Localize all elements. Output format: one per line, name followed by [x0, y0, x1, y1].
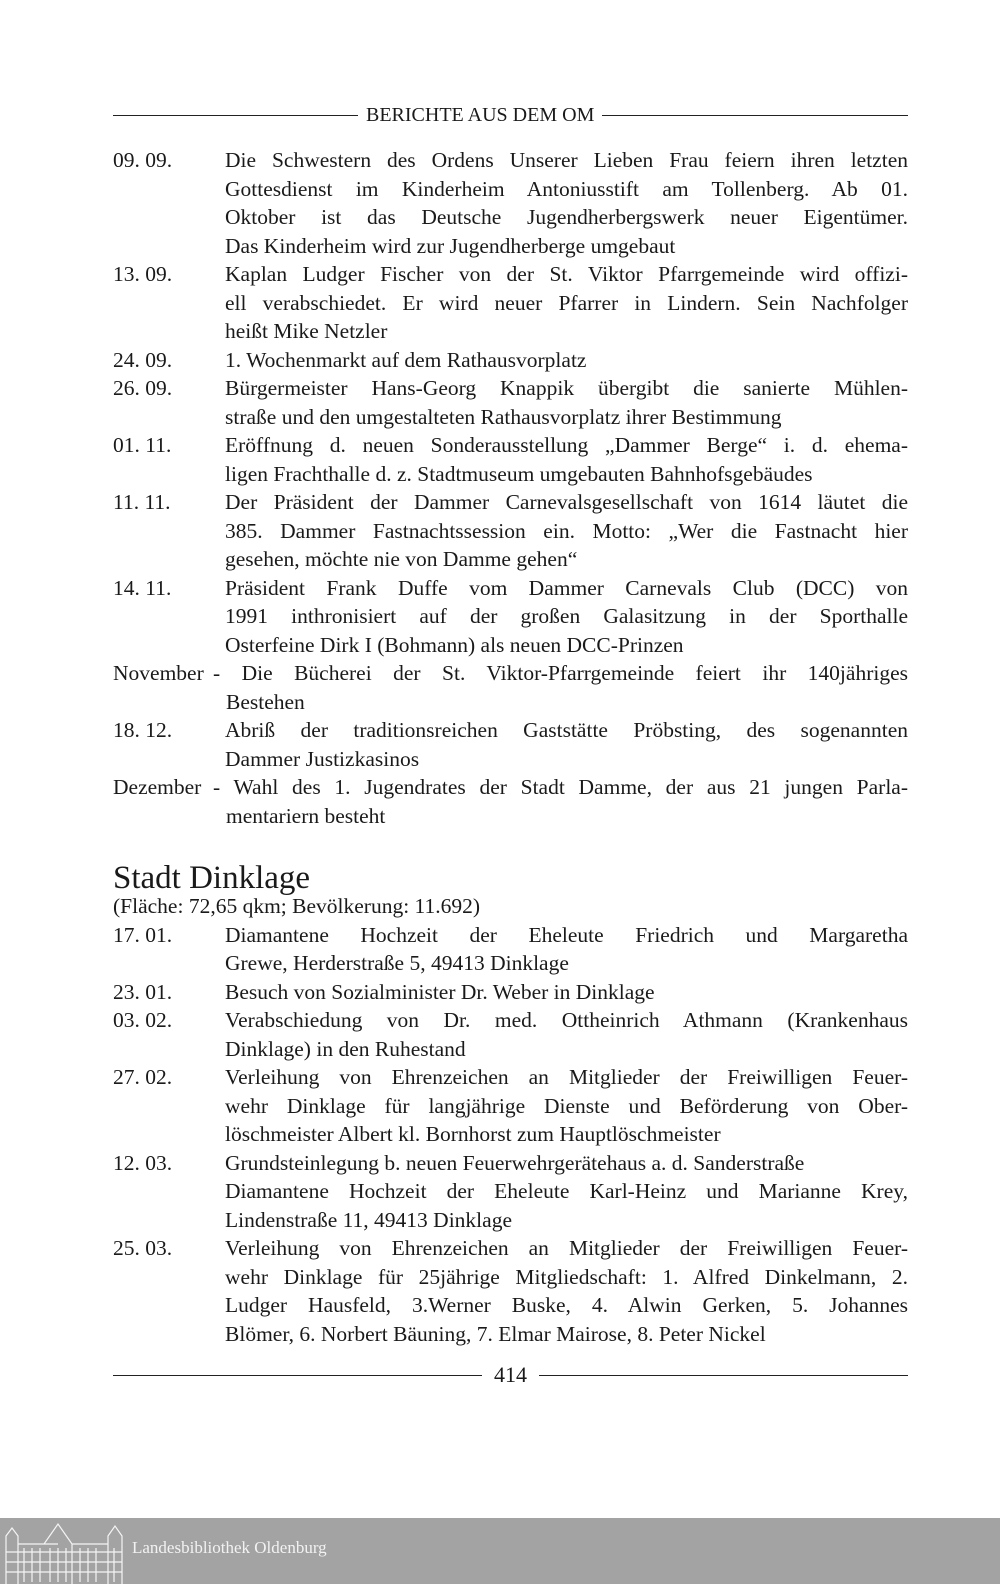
chronicle-entry: [113, 659, 908, 716]
entry-date: [113, 1177, 225, 1234]
entry-date: 26. 09.: [113, 376, 173, 400]
entry-line: straße und den umgestalteten Rathausvorplatz ihrer Bestimmung: [225, 404, 782, 429]
entry-date: 12. 03.: [113, 1150, 173, 1175]
section-title: Stadt Dinklage: [113, 860, 311, 896]
entry-date: 18. 12.: [113, 718, 173, 742]
entry-text: [225, 1149, 908, 1178]
running-head: [113, 104, 908, 127]
entry-date: 17. 01.: [113, 922, 173, 947]
entry-date: 03. 02.: [113, 1008, 173, 1032]
divider: [602, 115, 908, 116]
entry-line: mentariern besteht: [226, 803, 386, 828]
chronicle-entry: [113, 488, 908, 574]
entry-line: - Die Bücherei der St. Viktor-Pfarrgemeinde feiert ihr 140jähriges: [213, 661, 908, 685]
entry-line: Grundsteinlegung b. neuen Feuerwehrgerätehaus a. d. Sanderstraße: [225, 1150, 805, 1175]
entry-line: Das Kinderheim wird zur Jugendherberge umgebaut: [225, 233, 676, 258]
entry-line: Ludger Hausfeld, 3.Werner Buske, 4. Alwin Gerken, 5. Johannes: [225, 1293, 908, 1317]
library-building-logo: [4, 1522, 126, 1584]
divider: [113, 115, 358, 116]
entry-line: Lindenstraße 11, 49413 Dinklage: [225, 1207, 512, 1232]
page-footer: [113, 1362, 908, 1388]
chronicle-entry: [113, 374, 908, 431]
entry-text: [213, 773, 908, 830]
entry-line: ell verabschiedet. Er wird neuer Pfarrer in Lindern. Sein Nachfolger: [225, 290, 908, 315]
entry-line: Besuch von Sozialminister Dr. Weber in Dinklage: [225, 979, 655, 1004]
entry-text: [225, 574, 908, 660]
chronicle-entry: [113, 431, 908, 488]
entry-line: Gottesdienst im Kinderheim Antoniusstift am Tollenberg. Ab 01.: [225, 176, 908, 201]
entry-line: wehr Dinklage für langjährige Dienste und Beförderung von Ober-: [225, 1093, 908, 1118]
entry-line: Bestehen: [226, 689, 305, 714]
entry-date: November: [113, 661, 204, 685]
entry-line: Diamantene Hochzeit der Eheleute Friedrich und Margaretha: [225, 922, 908, 947]
chronicle-entry: [113, 1177, 908, 1234]
section-subtitle: (Fläche: 72,65 qkm; Bevölkerung: 11.692): [113, 894, 481, 918]
entry-line: Dinklage) in den Ruhestand: [225, 1036, 466, 1061]
chronicle-entry: [113, 978, 908, 1007]
entry-text: [225, 431, 908, 488]
entry-text: [225, 921, 908, 978]
entry-date: 27. 02.: [113, 1065, 173, 1089]
entry-text: [225, 1234, 908, 1348]
entry-line: Die Schwestern des Ordens Unserer Lieben Frau feiern ihren letzten: [225, 148, 908, 172]
chronicle-entry: [113, 773, 908, 830]
entry-line: Bürgermeister Hans-Georg Knappik übergibt die sanierte Mühlen-: [225, 376, 908, 400]
entry-line: Verleihung von Ehrenzeichen an Mitglieder der Freiwilligen Feuer-: [225, 1065, 908, 1089]
entry-line: Abriß der traditionsreichen Gaststätte Pröbsting, des sogenannten: [225, 718, 908, 742]
entry-line: 1. Wochenmarkt auf dem Rathausvorplatz: [225, 347, 587, 372]
divider: [113, 1375, 482, 1376]
entry-date: 13. 09.: [113, 262, 173, 286]
entry-text: [225, 1006, 908, 1063]
page-number: 414: [494, 1362, 527, 1387]
entry-text: [225, 260, 908, 346]
entry-line: heißt Mike Netzler: [225, 319, 388, 343]
entry-line: löschmeister Albert kl. Bornhorst zum Hauptlöschmeister: [225, 1122, 721, 1146]
entry-text: [225, 374, 908, 431]
entry-date: 24. 09.: [113, 347, 173, 372]
divider: [539, 1375, 908, 1376]
entry-line: 1991 inthronisiert auf der großen Galasitzung in der Sporthalle: [225, 604, 908, 628]
entry-text: [225, 1177, 908, 1234]
chronicle-entry: [113, 260, 908, 346]
entry-line: Grewe, Herderstraße 5, 49413 Dinklage: [225, 951, 569, 975]
entry-line: Dammer Justizkasinos: [225, 746, 420, 771]
running-head-title: BERICHTE AUS DEM OM: [366, 104, 595, 126]
entry-text: [225, 1063, 908, 1149]
chronicle-entry: [113, 1063, 908, 1149]
entry-line: Eröffnung d. neuen Sonderausstellung „Dammer Berge“ i. d. ehema-: [225, 433, 908, 457]
chronicle-entry: [113, 346, 908, 375]
entry-text: [225, 146, 908, 260]
chronicle-entry: [113, 1234, 908, 1348]
chronicle-entry: [113, 921, 908, 978]
entry-line: Verleihung von Ehrenzeichen an Mitglieder der Freiwilligen Feuer-: [225, 1236, 908, 1260]
entry-line: Oktober ist das Deutsche Jugendherbergswerk neuer Eigentümer.: [225, 205, 908, 229]
entry-date: 25. 03.: [113, 1236, 173, 1260]
chronicle-entry: [113, 574, 908, 660]
entry-date: 09. 09.: [113, 148, 173, 172]
entry-line: Verabschiedung von Dr. med. Ottheinrich Athmann (Krankenhaus: [225, 1008, 908, 1032]
chronicle-list-dinklage: [113, 921, 908, 1349]
chronicle-body: [113, 146, 908, 1348]
entry-line: Osterfeine Dirk I (Bohmann) als neuen DCC-Prinzen: [225, 632, 684, 657]
entry-text: [225, 978, 908, 1007]
entry-text: [225, 488, 908, 574]
entry-line: Der Präsident der Dammer Carnevalsgesellschaft von 1614 läutet die: [225, 490, 908, 514]
chronicle-entry: [113, 1006, 908, 1063]
chronicle-list-damme: [113, 146, 908, 830]
chronicle-entry: [113, 1149, 908, 1178]
entry-text: [225, 346, 908, 375]
chronicle-entry: [113, 146, 908, 260]
entry-line: wehr Dinklage für 25jährige Mitgliedschaft: 1. Alfred Dinkelmann, 2.: [225, 1264, 908, 1289]
entry-line: gesehen, möchte nie von Damme gehen“: [225, 547, 578, 571]
entry-date: 11. 11.: [113, 490, 171, 514]
entry-line: 385. Dammer Fastnachtssession ein. Motto: „Wer die Fastnacht hier: [225, 518, 908, 543]
entry-text: [225, 716, 908, 773]
entry-line: ligen Frachthalle d. z. Stadtmuseum umgebauten Bahnhofsgebäudes: [225, 461, 813, 486]
entry-date: Dezember: [113, 775, 202, 799]
entry-line: Blömer, 6. Norbert Bäuning, 7. Elmar Mairose, 8. Peter Nickel: [225, 1321, 766, 1346]
entry-date: 23. 01.: [113, 979, 173, 1004]
entry-line: - Wahl des 1. Jugendrates der Stadt Damme, der aus 21 jungen Parla-: [213, 775, 908, 799]
chronicle-entry: [113, 716, 908, 773]
entry-line: Präsident Frank Duffe vom Dammer Carnevals Club (DCC) von: [225, 575, 908, 600]
entry-line: Kaplan Ludger Fischer von der St. Viktor Pfarrgemeinde wird offizi-: [225, 262, 908, 286]
entry-date: 01. 11.: [113, 433, 172, 457]
library-banner: [0, 1518, 1000, 1584]
entry-text: [213, 659, 908, 716]
entry-date: 14. 11.: [113, 575, 172, 600]
entry-line: Diamantene Hochzeit der Eheleute Karl-Heinz und Marianne Krey,: [225, 1179, 908, 1203]
library-name: Landesbibliothek Oldenburg: [132, 1538, 327, 1557]
